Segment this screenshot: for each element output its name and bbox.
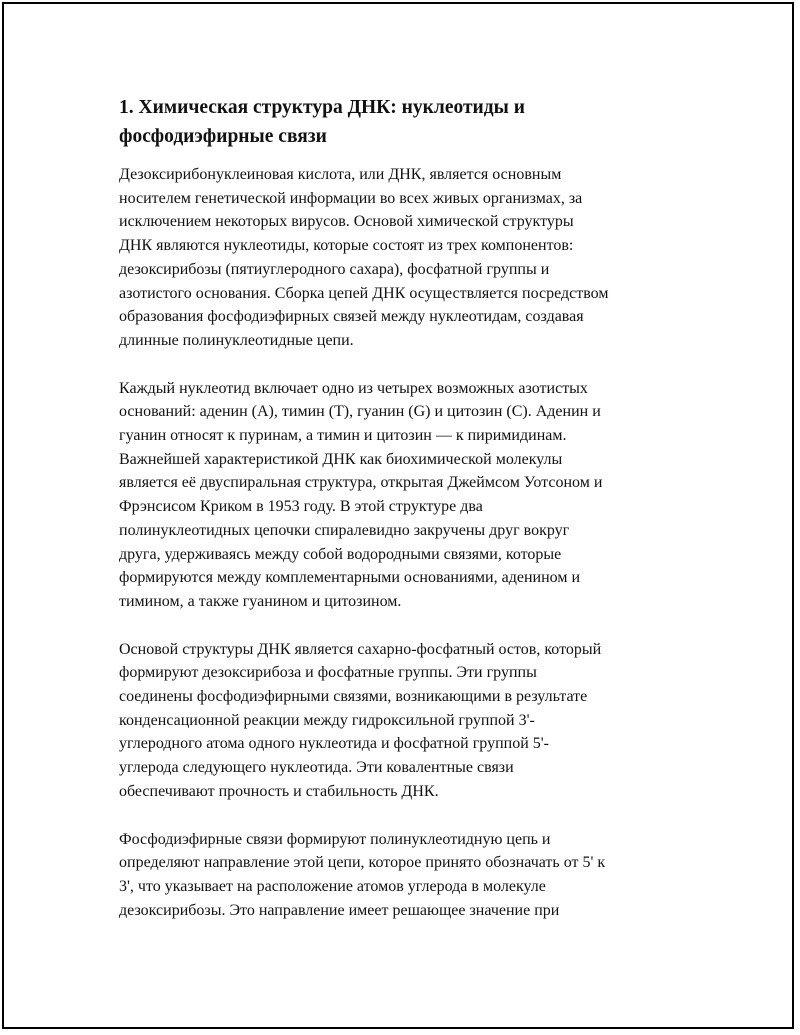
paragraph-line: дезоксирибозы. Это направление имеет решающее значение при: [119, 901, 560, 919]
paragraph-4: [119, 828, 689, 923]
paragraph-line: азотистого основания. Сборка цепей ДНК осуществляется посредством: [119, 284, 609, 302]
paragraph-line: Фосфодиэфирные связи формируют полинуклеотидную цепь и: [119, 830, 551, 848]
paragraph-line: гуанин относят к пуринам, а тимин и цитозин — к пиримидинам.: [119, 427, 567, 445]
paragraph-line: 3', что указывает на расположение атомов углерода в молекуле: [119, 877, 546, 895]
paragraph-line: является её двуспиральная структура, открытая Джеймсом Уотсоном и: [119, 474, 603, 492]
paragraph-line: носителем генетической информации во всех живых организмах, за: [119, 189, 583, 207]
section-heading: [119, 93, 689, 151]
paragraph-line: углеродного атома одного нуклеотида и фосфатной группой 5'-: [119, 735, 549, 753]
paragraph-line: оснований: аденин (A), тимин (T), гуанин (G) и цитозин (C). Аденин и: [119, 403, 601, 421]
paragraph-line: соединены фосфодиэфирными связями, возникающими в результате: [119, 688, 588, 706]
heading-line: 1. Химическая структура ДНК: нуклеотиды и: [119, 97, 525, 118]
paragraph-line: углерода следующего нуклеотида. Эти ковалентные связи: [119, 759, 514, 777]
paragraph-2: [119, 377, 689, 614]
paragraph-line: обеспечивают прочность и стабильность ДНК.: [119, 782, 439, 800]
paragraph-line: Каждый нуклеотид включает одно из четырех возможных азотистых: [119, 379, 588, 397]
paragraph-3: [119, 638, 689, 804]
paragraph-line: Важнейшей характеристикой ДНК как биохимической молекулы: [119, 450, 563, 468]
paragraph-line: Фрэнсисом Криком в 1953 году. В этой структуре два: [119, 498, 483, 516]
paragraph-line: конденсационной реакции между гидроксильной группой 3'-: [119, 711, 535, 729]
paragraph-line: Дезоксирибонуклеиновая кислота, или ДНК, является основным: [119, 166, 562, 183]
paragraph-1: [119, 163, 689, 353]
heading-line: фосфодиэфирные связи: [119, 126, 327, 147]
document-body: [119, 93, 689, 946]
paragraph-line: длинные полинуклеотидные цепи.: [119, 331, 354, 349]
paragraph-line: формируют дезоксирибоза и фосфатные группы. Эти группы: [119, 664, 537, 682]
paragraph-line: тимином, а также гуанином и цитозином.: [119, 592, 402, 610]
paragraph-line: дезоксирибозы (пятиуглеродного сахара), фосфатной группы и: [119, 260, 550, 278]
paragraph-line: Основой структуры ДНК является сахарно-фосфатный остов, который: [119, 640, 602, 658]
paragraph-line: ДНК являются нуклеотиды, которые состоят из трех компонентов:: [119, 237, 574, 255]
paragraph-line: друга, удерживаясь между собой водородными связями, которые: [119, 545, 562, 563]
paragraph-line: образования фосфодиэфирных связей между нуклеотидам, создавая: [119, 308, 584, 326]
paragraph-line: определяют направление этой цепи, которое принято обозначать от 5' к: [119, 854, 606, 872]
paragraph-line: формируются между комплементарными основаниями, аденином и: [119, 569, 581, 587]
paragraph-line: полинуклеотидных цепочки спиралевидно закручены друг вокруг: [119, 521, 570, 539]
paragraph-line: исключением некоторых вирусов. Основой химической структуры: [119, 213, 574, 231]
